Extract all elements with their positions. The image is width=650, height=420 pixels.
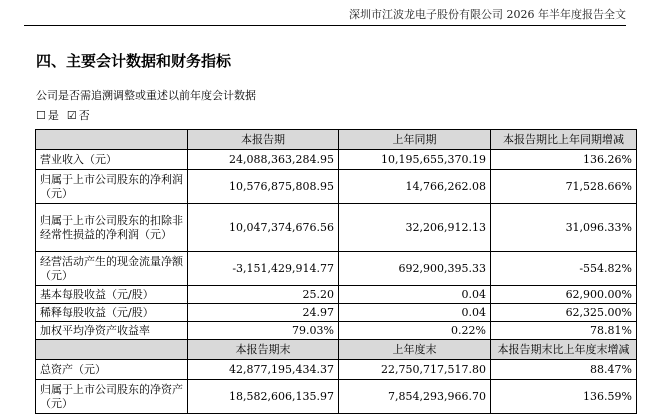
- header-cell: 本报告期: [188, 130, 339, 150]
- table-cell: 62,325.00%: [491, 304, 637, 322]
- table-row: [36, 170, 637, 204]
- table-row: [36, 322, 637, 340]
- option-yes-label: 是: [47, 109, 59, 122]
- row-label: 归属于上市公司股东的扣除非经常性损益的净利润（元）: [36, 204, 188, 252]
- header-cell: [36, 130, 188, 150]
- table-cell: -3,151,429,914.77: [188, 252, 339, 286]
- table-cell: 0.04: [339, 286, 491, 304]
- checkbox-yes[interactable]: ☐: [36, 108, 46, 122]
- table-cell: 42,877,195,434.37: [188, 360, 339, 380]
- row-label: 总资产（元）: [36, 360, 188, 380]
- table-row: [36, 252, 637, 286]
- restatement-question: 公司是否需追溯调整或重述以前年度会计数据: [36, 89, 256, 102]
- table-row: [36, 204, 637, 252]
- table-row: [36, 380, 637, 414]
- table-cell: 0.04: [339, 304, 491, 322]
- checkbox-no[interactable]: ☑: [66, 108, 77, 122]
- row-label: 经营活动产生的现金流量净额（元）: [36, 252, 188, 286]
- table-header-row: [36, 340, 637, 360]
- table-cell: 22,750,717,517.80: [339, 360, 491, 380]
- table-cell: 71,528.66%: [491, 170, 637, 204]
- section-title: 四、主要会计数据和财务指标: [36, 52, 232, 70]
- row-label: 归属于上市公司股东的净利润（元）: [36, 170, 188, 204]
- table-cell: 31,096.33%: [491, 204, 637, 252]
- table-cell: -554.82%: [491, 252, 637, 286]
- table-cell: 7,854,293,966.70: [339, 380, 491, 414]
- running-header: 深圳市江波龙电子股份有限公司 2026 年半年度报告全文: [349, 8, 626, 21]
- table-cell: 18,582,606,135.97: [188, 380, 339, 414]
- table-row: [36, 286, 637, 304]
- row-label: 营业收入（元）: [36, 150, 188, 170]
- restatement-answer: [36, 107, 90, 123]
- table-cell: 0.22%: [339, 322, 491, 340]
- table-header-row: [36, 130, 637, 150]
- header-cell: 本报告期末比上年度末增减: [491, 340, 637, 360]
- header-cell: 上年度末: [339, 340, 491, 360]
- header-cell: 本报告期末: [188, 340, 339, 360]
- header-divider: [24, 25, 626, 26]
- table-cell: 692,900,395.33: [339, 252, 491, 286]
- table-cell: 24,088,363,284.95: [188, 150, 339, 170]
- table-cell: 136.59%: [491, 380, 637, 414]
- table-cell: 79.03%: [188, 322, 339, 340]
- table-cell: 10,047,374,676.56: [188, 204, 339, 252]
- table-cell: 10,195,655,370.19: [339, 150, 491, 170]
- table-cell: 136.26%: [491, 150, 637, 170]
- table-row: [36, 304, 637, 322]
- table-row: [36, 150, 637, 170]
- table-cell: 14,766,262.08: [339, 170, 491, 204]
- table-cell: 62,900.00%: [491, 286, 637, 304]
- table-cell: 78.81%: [491, 322, 637, 340]
- row-label: 稀释每股收益（元/股）: [36, 304, 188, 322]
- financial-data-table: [35, 129, 637, 414]
- row-label: 归属于上市公司股东的净资产（元）: [36, 380, 188, 414]
- table-cell: 25.20: [188, 286, 339, 304]
- table-cell: 88.47%: [491, 360, 637, 380]
- row-label: 加权平均净资产收益率: [36, 322, 188, 340]
- table-row: [36, 360, 637, 380]
- header-cell: 上年同期: [339, 130, 491, 150]
- row-label: 基本每股收益（元/股）: [36, 286, 188, 304]
- table-cell: 32,206,912.13: [339, 204, 491, 252]
- option-no-label: 否: [78, 109, 90, 122]
- table-cell: 24.97: [188, 304, 339, 322]
- header-cell: 本报告期比上年同期增减: [491, 130, 637, 150]
- table-cell: 10,576,875,808.95: [188, 170, 339, 204]
- header-cell: [36, 340, 188, 360]
